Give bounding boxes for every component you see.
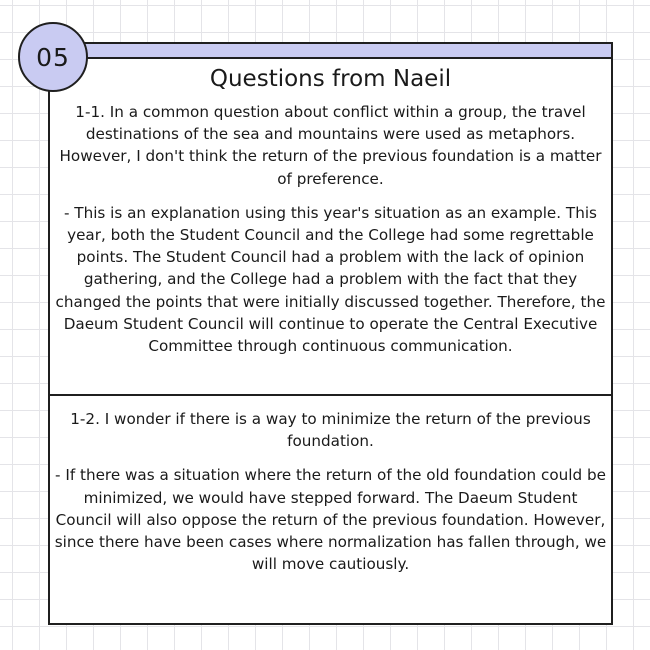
answer-1-2: - If there was a situation where the return of the old foundation could be minimized, we would have stepped forward. The Daeum Student Council will also oppose the return of the previous foundation. However, since there have been cases where normalization has fallen through, we will move cautiously. (54, 466, 607, 574)
page-title: Questions from Naeil (209, 66, 452, 92)
question-1-2: 1-2. I wonder if there is a way to minimize the return of the previous foundation. (70, 410, 591, 451)
qa-section-2 (50, 408, 611, 575)
qa-section-1 (50, 101, 611, 357)
card-header-bar (50, 44, 611, 59)
qa-card (48, 42, 613, 625)
question-1-1: 1-1. In a common question about conflict within a group, the travel destinations of the sea and mountains were used as metaphors. However, I don't think the return of the previous foundation is a matter of preference. (59, 103, 602, 188)
section-number-badge: 05 (18, 22, 88, 92)
section-divider (50, 394, 611, 396)
answer-1-1: - This is an explanation using this year's situation as an example. This year, both the Student Council and the College had some regrettable points. The Student Council had a problem with the lack of opinion gathering, and the College had a problem with the fact that they changed the points that were initially discussed together. Therefore, the Daeum Student Council will continue to operate the Central Executive Committee through continuous communication. (55, 203, 606, 356)
